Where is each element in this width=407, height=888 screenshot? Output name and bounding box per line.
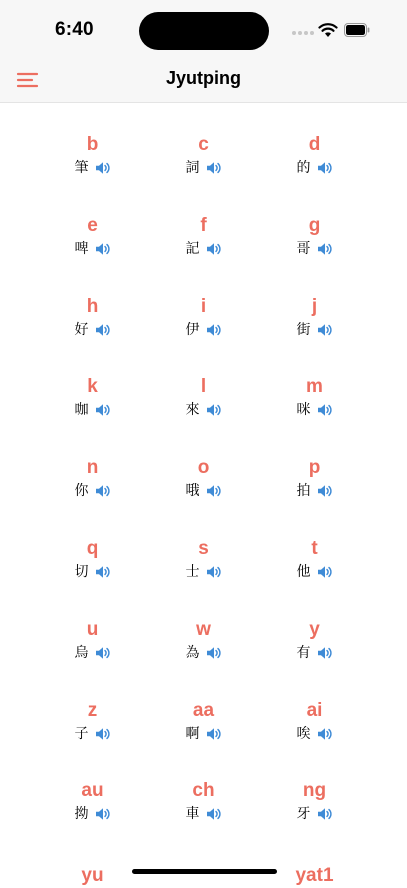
speaker-icon[interactable]	[206, 161, 222, 175]
speaker-icon[interactable]	[317, 565, 333, 579]
wifi-icon	[318, 22, 338, 38]
speaker-icon[interactable]	[206, 646, 222, 660]
example-character: 為	[185, 644, 200, 661]
example-row	[186, 481, 222, 501]
speaker-icon[interactable]	[317, 403, 333, 417]
jyutping-label: yu	[81, 865, 104, 886]
jyutping-label: yat1	[295, 865, 334, 886]
speaker-icon[interactable]	[317, 161, 333, 175]
jyutping-grid	[37, 131, 370, 858]
jyutping-label: c	[198, 134, 209, 155]
example-row	[75, 481, 111, 501]
example-character: 子	[74, 725, 89, 742]
jyutping-item	[259, 535, 370, 616]
jyutping-label: l	[200, 376, 207, 398]
jyutping-label: ai	[306, 699, 323, 721]
jyutping-label: m	[306, 376, 323, 398]
jyutping-label: p	[308, 457, 321, 479]
jyutping-item	[148, 293, 259, 374]
speaker-icon[interactable]	[317, 484, 333, 498]
example-character: 切	[74, 563, 89, 580]
speaker-icon[interactable]	[206, 484, 222, 498]
example-row	[186, 320, 222, 340]
example-row	[75, 400, 111, 420]
jyutping-item	[37, 373, 148, 454]
jyutping-item	[37, 535, 148, 616]
jyutping-item	[259, 212, 370, 293]
example-row	[186, 643, 222, 663]
example-character: 士	[185, 563, 200, 580]
jyutping-label: w	[196, 618, 211, 640]
example-row	[75, 562, 111, 582]
example-row	[75, 724, 111, 744]
speaker-icon[interactable]	[317, 646, 333, 660]
jyutping-label: f	[200, 214, 207, 236]
jyutping-label: z	[87, 699, 98, 721]
speaker-icon[interactable]	[206, 403, 222, 417]
jyutping-label: au	[81, 780, 104, 802]
example-row	[297, 643, 333, 663]
example-character: 有	[296, 644, 311, 661]
speaker-icon[interactable]	[95, 403, 111, 417]
example-character: 烏	[74, 644, 89, 661]
example-character: 街	[296, 321, 311, 338]
example-character: 來	[185, 402, 200, 419]
jyutping-item	[148, 616, 259, 697]
speaker-icon[interactable]	[95, 646, 111, 660]
example-row	[75, 320, 111, 340]
example-character: 唉	[296, 725, 311, 742]
status-time: 6:40	[55, 19, 94, 40]
example-character: 伊	[185, 321, 200, 338]
example-row	[297, 562, 333, 582]
example-character: 車	[185, 806, 200, 823]
example-character: 他	[296, 563, 311, 580]
example-row	[75, 158, 111, 178]
jyutping-label: k	[87, 376, 98, 398]
jyutping-label: i	[200, 295, 207, 317]
example-character: 牙	[296, 806, 311, 823]
jyutping-label: s	[198, 537, 209, 559]
jyutping-item	[148, 131, 259, 212]
speaker-icon[interactable]	[206, 242, 222, 256]
jyutping-label: o	[197, 457, 210, 479]
battery-icon	[344, 23, 370, 37]
example-row	[186, 804, 222, 824]
example-character: 詞	[185, 160, 200, 176]
example-character: 咪	[296, 402, 311, 419]
speaker-icon[interactable]	[95, 161, 111, 175]
jyutping-label	[148, 864, 259, 888]
jyutping-label: e	[87, 214, 98, 236]
speaker-icon[interactable]	[206, 565, 222, 579]
jyutping-item	[259, 373, 370, 454]
jyutping-item	[148, 212, 259, 293]
jyutping-item	[259, 777, 370, 858]
speaker-icon[interactable]	[317, 807, 333, 821]
jyutping-item	[37, 131, 148, 212]
jyutping-label: d	[308, 134, 321, 155]
jyutping-label: j	[311, 295, 318, 317]
speaker-icon[interactable]	[317, 242, 333, 256]
example-row	[297, 804, 333, 824]
example-character: 啤	[74, 240, 89, 257]
jyutping-item	[259, 131, 370, 212]
example-character: 拗	[74, 806, 89, 823]
example-character: 的	[296, 160, 311, 176]
jyutping-item	[37, 293, 148, 374]
jyutping-label: aa	[192, 699, 215, 721]
dynamic-island	[139, 12, 269, 50]
jyutping-label: ch	[192, 780, 215, 802]
example-row	[75, 239, 111, 259]
jyutping-item	[37, 212, 148, 293]
example-row	[186, 562, 222, 582]
example-character: 你	[74, 483, 89, 500]
jyutping-label: u	[86, 618, 99, 640]
speaker-icon[interactable]	[95, 323, 111, 337]
speaker-icon[interactable]	[206, 807, 222, 821]
home-indicator	[132, 869, 277, 874]
speaker-icon[interactable]	[317, 727, 333, 741]
example-row	[75, 643, 111, 663]
jyutping-item	[37, 697, 148, 778]
example-row	[186, 239, 222, 259]
example-character: 好	[74, 321, 89, 338]
example-character: 哥	[296, 240, 311, 257]
jyutping-item	[148, 454, 259, 535]
example-row	[297, 481, 333, 501]
example-character: 記	[185, 240, 200, 257]
example-row	[297, 239, 333, 259]
jyutping-item	[37, 616, 148, 697]
jyutping-label: q	[86, 537, 99, 559]
jyutping-label: n	[86, 457, 99, 479]
jyutping-item	[259, 454, 370, 535]
example-character: 咖	[74, 402, 89, 419]
jyutping-label: y	[309, 618, 320, 640]
speaker-icon[interactable]	[95, 807, 111, 821]
jyutping-item	[148, 373, 259, 454]
example-character: 拍	[296, 483, 311, 500]
cellular-signal-icon	[292, 31, 314, 35]
jyutping-item	[259, 697, 370, 778]
speaker-icon[interactable]	[206, 323, 222, 337]
partial-row	[37, 864, 370, 888]
jyutping-item	[259, 616, 370, 697]
jyutping-item	[37, 777, 148, 858]
jyutping-label: ng	[302, 780, 327, 802]
jyutping-item	[259, 293, 370, 374]
navigation-bar	[0, 58, 407, 103]
jyutping-item	[148, 697, 259, 778]
speaker-icon[interactable]	[95, 727, 111, 741]
example-row	[297, 158, 333, 178]
jyutping-label: h	[86, 295, 99, 317]
status-bar	[0, 0, 407, 58]
example-character: 啊	[185, 725, 200, 742]
jyutping-item	[148, 777, 259, 858]
example-row	[75, 804, 111, 824]
example-character: 筆	[74, 160, 89, 176]
example-row	[186, 400, 222, 420]
speaker-icon[interactable]	[95, 484, 111, 498]
jyutping-item	[148, 535, 259, 616]
speaker-icon[interactable]	[95, 565, 111, 579]
example-row	[186, 724, 222, 744]
jyutping-label: b	[86, 134, 99, 155]
example-row	[186, 158, 222, 178]
jyutping-item	[37, 454, 148, 535]
example-row	[297, 724, 333, 744]
example-row	[297, 320, 333, 340]
example-character: 哦	[185, 483, 200, 500]
jyutping-label: t	[311, 537, 318, 559]
page-title: Jyutping	[166, 68, 241, 88]
jyutping-label: g	[308, 214, 321, 236]
speaker-icon[interactable]	[317, 323, 333, 337]
speaker-icon[interactable]	[95, 242, 111, 256]
example-row	[297, 400, 333, 420]
speaker-icon[interactable]	[206, 727, 222, 741]
